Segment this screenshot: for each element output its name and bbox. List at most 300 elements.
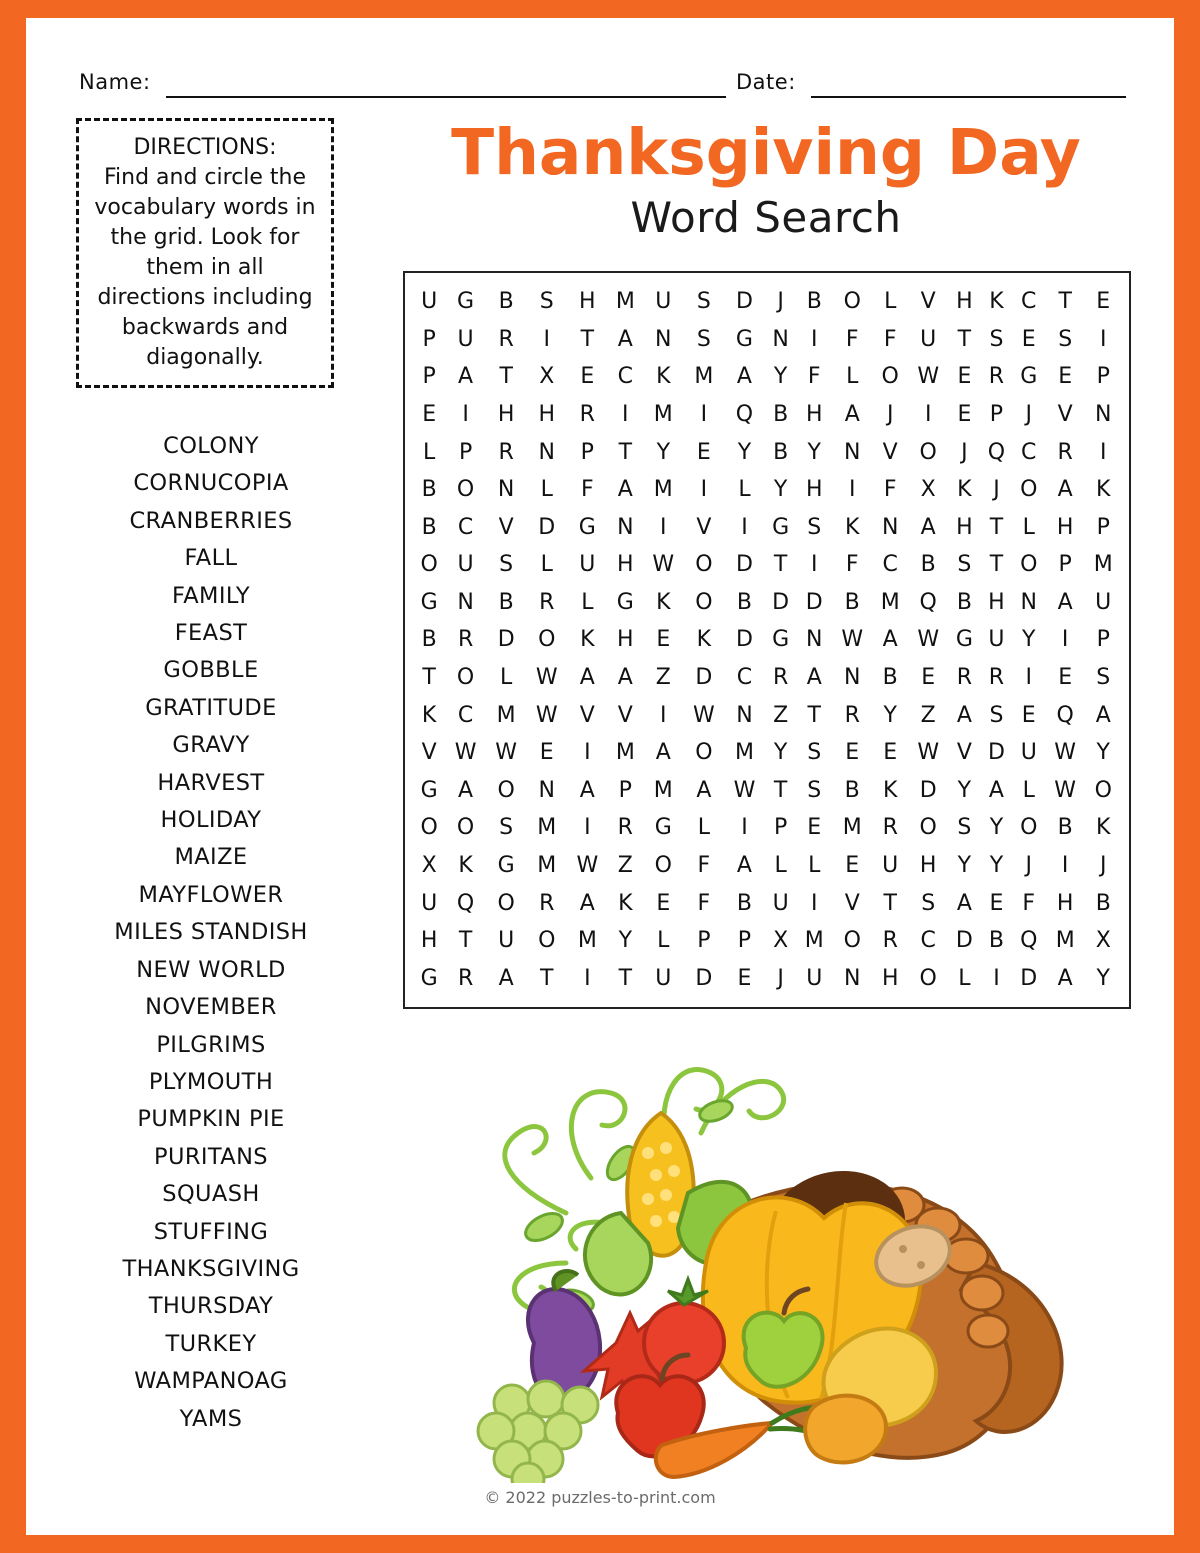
grid-cell[interactable]: P xyxy=(580,439,594,465)
grid-cell[interactable]: G xyxy=(735,326,753,352)
grid-cell[interactable]: W xyxy=(917,627,940,653)
grid-cell[interactable]: X xyxy=(539,364,555,390)
grid-cell[interactable]: T xyxy=(883,890,897,916)
grid-cell[interactable]: H xyxy=(538,402,556,428)
grid-cell[interactable]: I xyxy=(543,326,550,352)
grid-cell[interactable]: S xyxy=(499,815,514,841)
grid-cell[interactable]: R xyxy=(457,965,474,991)
grid-cell[interactable]: B xyxy=(421,514,437,540)
grid-cell[interactable]: T xyxy=(957,326,972,352)
grid-cell[interactable]: O xyxy=(1020,552,1038,578)
grid-cell[interactable]: N xyxy=(772,326,789,352)
grid-cell[interactable]: U xyxy=(920,326,937,352)
grid-cell[interactable]: D xyxy=(987,740,1005,766)
grid-cell[interactable]: E xyxy=(737,965,752,991)
grid-cell[interactable]: M xyxy=(615,289,635,315)
grid-cell[interactable]: O xyxy=(919,965,937,991)
grid-cell[interactable]: P xyxy=(697,928,711,954)
grid-cell[interactable]: B xyxy=(920,552,936,578)
grid-cell[interactable]: R xyxy=(457,627,474,653)
grid-cell[interactable]: K xyxy=(421,702,437,728)
grid-cell[interactable]: R xyxy=(498,439,514,465)
grid-cell[interactable]: H xyxy=(805,402,823,428)
grid-cell[interactable]: A xyxy=(736,852,752,878)
grid-cell[interactable]: W xyxy=(917,740,940,766)
grid-cell[interactable]: X xyxy=(1095,928,1111,954)
grid-cell[interactable]: I xyxy=(700,402,708,428)
grid-cell[interactable]: F xyxy=(697,852,711,878)
grid-cell[interactable]: M xyxy=(880,589,900,615)
grid-cell[interactable]: S xyxy=(957,815,972,841)
grid-cell[interactable]: K xyxy=(1096,477,1111,503)
grid-cell[interactable]: D xyxy=(735,289,753,315)
grid-cell[interactable]: N xyxy=(881,514,899,540)
grid-cell[interactable]: A xyxy=(988,777,1004,803)
grid-cell[interactable]: E xyxy=(696,439,711,465)
grid-cell[interactable]: B xyxy=(773,402,789,428)
grid-cell[interactable]: G xyxy=(772,514,790,540)
grid-cell[interactable]: A xyxy=(696,777,712,803)
grid-cell[interactable]: Z xyxy=(773,702,789,728)
grid-cell[interactable]: D xyxy=(805,589,823,615)
grid-cell[interactable]: I xyxy=(462,402,469,428)
grid-cell[interactable]: I xyxy=(741,514,748,540)
grid-cell[interactable]: F xyxy=(845,552,859,578)
grid-cell[interactable]: I xyxy=(1025,665,1032,691)
grid-cell[interactable]: K xyxy=(989,289,1004,315)
grid-cell[interactable]: U xyxy=(988,627,1005,653)
grid-cell[interactable]: I xyxy=(584,965,591,991)
grid-cell[interactable]: L xyxy=(808,852,821,878)
grid-cell[interactable]: T xyxy=(458,928,473,954)
grid-cell[interactable]: D xyxy=(955,928,973,954)
grid-cell[interactable]: O xyxy=(456,815,475,841)
grid-cell[interactable]: X xyxy=(773,928,789,954)
grid-cell[interactable]: R xyxy=(882,928,898,954)
grid-cell[interactable]: S xyxy=(499,552,514,578)
grid-cell[interactable]: T xyxy=(773,552,788,578)
grid-cell[interactable]: G xyxy=(457,289,475,315)
grid-cell[interactable]: Y xyxy=(957,777,972,803)
grid-cell[interactable]: O xyxy=(497,777,515,803)
grid-cell[interactable]: U xyxy=(579,552,596,578)
grid-cell[interactable]: X xyxy=(920,477,936,503)
grid-cell[interactable]: G xyxy=(1020,364,1038,390)
grid-cell[interactable]: F xyxy=(883,326,897,352)
grid-cell[interactable]: P xyxy=(618,777,632,803)
grid-cell[interactable]: Q xyxy=(456,890,475,916)
grid-cell[interactable]: B xyxy=(882,665,898,691)
grid-cell[interactable]: T xyxy=(618,965,633,991)
grid-cell[interactable]: A xyxy=(844,402,860,428)
grid-cell[interactable]: O xyxy=(420,815,438,841)
grid-cell[interactable]: L xyxy=(423,439,436,465)
grid-cell[interactable]: H xyxy=(1056,890,1074,916)
grid-cell[interactable]: L xyxy=(774,852,787,878)
grid-cell[interactable]: L xyxy=(697,815,710,841)
grid-cell[interactable]: B xyxy=(1057,815,1073,841)
grid-cell[interactable]: E xyxy=(921,665,936,691)
grid-cell[interactable]: N xyxy=(843,965,861,991)
date-write-line[interactable] xyxy=(811,96,1126,98)
grid-cell[interactable]: S xyxy=(957,552,972,578)
grid-cell[interactable]: R xyxy=(579,402,595,428)
grid-cell[interactable]: D xyxy=(1020,965,1038,991)
grid-cell[interactable]: G xyxy=(497,852,515,878)
grid-cell[interactable]: I xyxy=(660,514,667,540)
grid-cell[interactable]: R xyxy=(956,665,973,691)
grid-cell[interactable]: U xyxy=(457,326,474,352)
grid-cell[interactable]: V xyxy=(882,439,898,465)
grid-cell[interactable]: N xyxy=(736,702,753,728)
grid-cell[interactable]: I xyxy=(810,890,818,916)
grid-cell[interactable]: U xyxy=(1020,740,1037,766)
grid-cell[interactable]: Y xyxy=(1096,740,1110,766)
grid-cell[interactable]: W xyxy=(535,702,558,728)
grid-cell[interactable]: G xyxy=(420,965,438,991)
grid-cell[interactable]: T xyxy=(580,326,595,352)
grid-cell[interactable]: Y xyxy=(1022,627,1036,653)
grid-cell[interactable]: H xyxy=(881,965,899,991)
grid-cell[interactable]: W xyxy=(652,552,675,578)
grid-cell[interactable]: A xyxy=(736,364,752,390)
grid-cell[interactable]: M xyxy=(1093,552,1113,578)
grid-cell[interactable]: O xyxy=(695,740,713,766)
grid-cell[interactable]: K xyxy=(957,477,972,503)
grid-cell[interactable]: H xyxy=(1056,514,1074,540)
grid-cell[interactable]: H xyxy=(805,477,823,503)
grid-cell[interactable]: Y xyxy=(773,740,788,766)
grid-cell[interactable]: C xyxy=(1021,439,1037,465)
grid-cell[interactable]: A xyxy=(498,965,514,991)
grid-cell[interactable]: L xyxy=(738,477,751,503)
grid-cell[interactable]: E xyxy=(656,627,671,653)
grid-cell[interactable]: V xyxy=(956,740,972,766)
grid-cell[interactable]: I xyxy=(741,815,748,841)
grid-cell[interactable]: M xyxy=(577,928,597,954)
grid-cell[interactable]: S xyxy=(989,326,1004,352)
grid-cell[interactable]: Y xyxy=(618,928,633,954)
grid-cell[interactable]: E xyxy=(1096,289,1111,315)
grid-cell[interactable]: Y xyxy=(737,439,752,465)
grid-cell[interactable]: M xyxy=(653,402,673,428)
grid-cell[interactable]: D xyxy=(497,627,515,653)
grid-cell[interactable]: O xyxy=(695,589,713,615)
grid-cell[interactable]: T xyxy=(422,665,436,691)
grid-cell[interactable]: O xyxy=(881,364,899,390)
grid-cell[interactable]: S xyxy=(807,514,822,540)
grid-cell[interactable]: O xyxy=(1020,477,1038,503)
grid-cell[interactable]: A xyxy=(579,890,595,916)
grid-cell[interactable]: T xyxy=(807,702,821,728)
grid-cell[interactable]: O xyxy=(919,815,937,841)
grid-cell[interactable]: M xyxy=(842,815,862,841)
grid-cell[interactable]: A xyxy=(1057,589,1073,615)
grid-cell[interactable]: U xyxy=(772,890,789,916)
grid-cell[interactable]: N xyxy=(843,439,861,465)
grid-cell[interactable]: R xyxy=(772,665,789,691)
grid-cell[interactable]: B xyxy=(1095,890,1111,916)
grid-cell[interactable]: F xyxy=(1022,890,1036,916)
grid-cell[interactable]: T xyxy=(499,364,513,390)
grid-cell[interactable]: T xyxy=(989,514,1004,540)
grid-cell[interactable]: M xyxy=(734,740,754,766)
grid-cell[interactable]: P xyxy=(989,402,1004,428)
grid-cell[interactable]: S xyxy=(989,702,1004,728)
grid-cell[interactable]: B xyxy=(844,589,860,615)
grid-cell[interactable]: E xyxy=(957,364,972,390)
grid-cell[interactable]: T xyxy=(618,439,633,465)
grid-cell[interactable]: D xyxy=(919,777,937,803)
grid-cell[interactable]: P xyxy=(1096,627,1110,653)
grid-cell[interactable]: R xyxy=(1057,439,1073,465)
grid-cell[interactable]: A xyxy=(1095,702,1111,728)
grid-cell[interactable]: R xyxy=(539,589,555,615)
grid-cell[interactable]: W xyxy=(917,364,940,390)
grid-cell[interactable]: L xyxy=(1022,514,1035,540)
grid-cell[interactable]: E xyxy=(539,740,554,766)
grid-cell[interactable]: J xyxy=(1025,852,1032,878)
grid-cell[interactable]: E xyxy=(845,740,860,766)
grid-cell[interactable]: R xyxy=(988,364,1005,390)
grid-cell[interactable]: J xyxy=(777,289,784,315)
grid-cell[interactable]: S xyxy=(807,740,822,766)
grid-cell[interactable]: P xyxy=(774,815,788,841)
grid-cell[interactable]: M xyxy=(1055,928,1075,954)
grid-cell[interactable]: V xyxy=(421,740,437,766)
grid-cell[interactable]: T xyxy=(1058,289,1072,315)
grid-cell[interactable]: K xyxy=(696,627,712,653)
grid-cell[interactable]: C xyxy=(457,514,474,540)
grid-cell[interactable]: E xyxy=(1058,665,1073,691)
grid-cell[interactable]: F xyxy=(845,326,859,352)
grid-cell[interactable]: V xyxy=(920,289,936,315)
grid-cell[interactable]: B xyxy=(773,439,789,465)
grid-cell[interactable]: H xyxy=(617,552,634,578)
grid-cell[interactable]: J xyxy=(961,439,968,465)
grid-cell[interactable]: K xyxy=(656,589,671,615)
grid-cell[interactable]: O xyxy=(1020,815,1038,841)
grid-cell[interactable]: N xyxy=(457,589,474,615)
grid-cell[interactable]: Y xyxy=(957,852,972,878)
grid-cell[interactable]: D xyxy=(735,552,753,578)
grid-cell[interactable]: O xyxy=(843,928,861,954)
grid-cell[interactable]: I xyxy=(700,477,708,503)
grid-cell[interactable]: U xyxy=(806,965,823,991)
grid-cell[interactable]: Y xyxy=(656,439,671,465)
grid-cell[interactable]: N xyxy=(843,665,861,691)
grid-cell[interactable]: Q xyxy=(1056,702,1074,728)
grid-cell[interactable]: A xyxy=(617,477,633,503)
grid-cell[interactable]: G xyxy=(420,589,438,615)
grid-cell[interactable]: A xyxy=(882,627,898,653)
grid-cell[interactable]: Y xyxy=(807,439,821,465)
grid-cell[interactable]: M xyxy=(653,477,673,503)
grid-cell[interactable]: I xyxy=(1061,627,1069,653)
grid-cell[interactable]: V xyxy=(617,702,633,728)
grid-cell[interactable]: P xyxy=(1058,552,1072,578)
grid-cell[interactable]: Q xyxy=(987,439,1006,465)
grid-cell[interactable]: L xyxy=(1022,777,1035,803)
grid-cell[interactable]: B xyxy=(736,890,752,916)
grid-cell[interactable]: C xyxy=(1021,289,1037,315)
grid-cell[interactable]: B xyxy=(956,589,972,615)
grid-cell[interactable]: Y xyxy=(989,852,1004,878)
grid-cell[interactable]: S xyxy=(1096,665,1111,691)
grid-cell[interactable]: S xyxy=(921,890,936,916)
grid-cell[interactable]: J xyxy=(993,477,1000,503)
grid-cell[interactable]: N xyxy=(497,477,515,503)
grid-cell[interactable]: Y xyxy=(989,815,1004,841)
grid-cell[interactable]: L xyxy=(540,552,553,578)
grid-cell[interactable]: Z xyxy=(655,665,671,691)
grid-cell[interactable]: U xyxy=(1095,589,1112,615)
grid-cell[interactable]: B xyxy=(421,477,437,503)
grid-cell[interactable]: M xyxy=(653,777,673,803)
grid-cell[interactable]: C xyxy=(920,928,936,954)
grid-cell[interactable]: L xyxy=(958,965,971,991)
grid-cell[interactable]: U xyxy=(457,552,474,578)
grid-cell[interactable]: E xyxy=(656,890,671,916)
grid-cell[interactable]: M xyxy=(537,852,557,878)
grid-cell[interactable]: N xyxy=(1020,589,1037,615)
grid-cell[interactable]: O xyxy=(456,665,475,691)
grid-cell[interactable]: I xyxy=(924,402,932,428)
grid-cell[interactable]: K xyxy=(458,852,473,878)
grid-cell[interactable]: N xyxy=(538,777,555,803)
grid-cell[interactable]: S xyxy=(539,289,554,315)
grid-cell[interactable]: T xyxy=(773,777,788,803)
grid-cell[interactable]: R xyxy=(844,702,860,728)
grid-cell[interactable]: W xyxy=(454,740,477,766)
grid-cell[interactable]: F xyxy=(807,364,821,390)
grid-cell[interactable]: S xyxy=(696,289,711,315)
grid-cell[interactable]: W xyxy=(495,740,518,766)
grid-cell[interactable]: B xyxy=(498,289,514,315)
grid-cell[interactable]: X xyxy=(421,852,437,878)
grid-cell[interactable]: U xyxy=(655,289,672,315)
grid-cell[interactable]: W xyxy=(1054,777,1077,803)
grid-cell[interactable]: A xyxy=(806,665,822,691)
grid-cell[interactable]: B xyxy=(988,928,1004,954)
grid-cell[interactable]: E xyxy=(989,890,1004,916)
grid-cell[interactable]: G xyxy=(955,627,973,653)
grid-cell[interactable]: E xyxy=(580,364,595,390)
grid-cell[interactable]: R xyxy=(539,890,555,916)
grid-cell[interactable]: M xyxy=(694,364,714,390)
grid-cell[interactable]: S xyxy=(1058,326,1073,352)
grid-cell[interactable]: I xyxy=(584,740,591,766)
grid-cell[interactable]: O xyxy=(456,477,475,503)
grid-cell[interactable]: F xyxy=(580,477,594,503)
grid-cell[interactable]: G xyxy=(772,627,790,653)
grid-cell[interactable]: K xyxy=(1096,815,1111,841)
grid-cell[interactable]: H xyxy=(956,289,973,315)
grid-cell[interactable]: Q xyxy=(1020,928,1038,954)
grid-cell[interactable]: B xyxy=(498,589,514,615)
grid-cell[interactable]: N xyxy=(538,439,555,465)
grid-cell[interactable]: M xyxy=(537,815,557,841)
grid-cell[interactable]: C xyxy=(736,665,753,691)
grid-cell[interactable]: O xyxy=(538,627,556,653)
grid-cell[interactable]: Q xyxy=(735,402,754,428)
grid-cell[interactable]: L xyxy=(657,928,670,954)
grid-cell[interactable]: P xyxy=(422,326,436,352)
grid-cell[interactable]: F xyxy=(697,890,711,916)
grid-cell[interactable]: B xyxy=(421,627,437,653)
grid-cell[interactable]: W xyxy=(841,627,864,653)
grid-cell[interactable]: T xyxy=(989,552,1004,578)
name-write-line[interactable] xyxy=(166,96,726,98)
grid-cell[interactable]: I xyxy=(1099,326,1107,352)
grid-cell[interactable]: I xyxy=(584,815,591,841)
grid-cell[interactable]: V xyxy=(844,890,860,916)
grid-cell[interactable]: Z xyxy=(617,852,633,878)
grid-cell[interactable]: H xyxy=(579,289,596,315)
grid-cell[interactable]: W xyxy=(576,852,599,878)
grid-cell[interactable]: G xyxy=(578,514,596,540)
grid-cell[interactable]: S xyxy=(696,326,711,352)
grid-cell[interactable]: R xyxy=(498,326,514,352)
grid-cell[interactable]: L xyxy=(846,364,859,390)
grid-cell[interactable]: R xyxy=(988,665,1005,691)
grid-cell[interactable]: A xyxy=(920,514,936,540)
grid-cell[interactable]: P xyxy=(737,928,752,954)
grid-cell[interactable]: R xyxy=(617,815,633,841)
grid-cell[interactable]: U xyxy=(882,852,899,878)
grid-cell[interactable]: E xyxy=(807,815,822,841)
grid-cell[interactable]: F xyxy=(883,477,897,503)
grid-cell[interactable]: I xyxy=(810,552,818,578)
grid-cell[interactable]: U xyxy=(421,890,438,916)
grid-cell[interactable]: B xyxy=(844,777,860,803)
grid-cell[interactable]: J xyxy=(1099,852,1107,878)
grid-cell[interactable]: N xyxy=(617,514,634,540)
grid-cell[interactable]: L xyxy=(540,477,553,503)
grid-cell[interactable]: L xyxy=(884,289,897,315)
grid-cell[interactable]: W xyxy=(535,665,558,691)
grid-cell[interactable]: I xyxy=(993,965,1000,991)
grid-cell[interactable]: E xyxy=(845,852,860,878)
grid-cell[interactable]: A xyxy=(579,665,595,691)
grid-cell[interactable]: K xyxy=(845,514,860,540)
grid-cell[interactable]: M xyxy=(615,740,635,766)
grid-cell[interactable]: A xyxy=(655,740,671,766)
grid-cell[interactable]: U xyxy=(655,965,672,991)
grid-cell[interactable]: I xyxy=(810,326,818,352)
grid-cell[interactable]: K xyxy=(882,777,898,803)
grid-cell[interactable]: O xyxy=(843,289,861,315)
grid-cell[interactable]: H xyxy=(420,928,438,954)
grid-cell[interactable]: O xyxy=(654,852,672,878)
grid-cell[interactable]: P xyxy=(422,364,436,390)
grid-cell[interactable]: R xyxy=(882,815,898,841)
grid-cell[interactable]: N xyxy=(806,627,823,653)
grid-cell[interactable]: G xyxy=(420,777,438,803)
grid-cell[interactable]: H xyxy=(497,402,515,428)
grid-cell[interactable]: E xyxy=(883,740,898,766)
grid-cell[interactable]: J xyxy=(886,402,894,428)
grid-cell[interactable]: T xyxy=(540,965,554,991)
grid-cell[interactable]: K xyxy=(618,890,633,916)
grid-cell[interactable]: W xyxy=(692,702,715,728)
word-search-grid[interactable] xyxy=(403,271,1131,1009)
grid-cell[interactable]: V xyxy=(1057,402,1073,428)
grid-cell[interactable]: D xyxy=(772,589,790,615)
grid-cell[interactable]: I xyxy=(848,477,856,503)
grid-cell[interactable]: H xyxy=(956,514,973,540)
grid-cell[interactable]: J xyxy=(777,965,784,991)
